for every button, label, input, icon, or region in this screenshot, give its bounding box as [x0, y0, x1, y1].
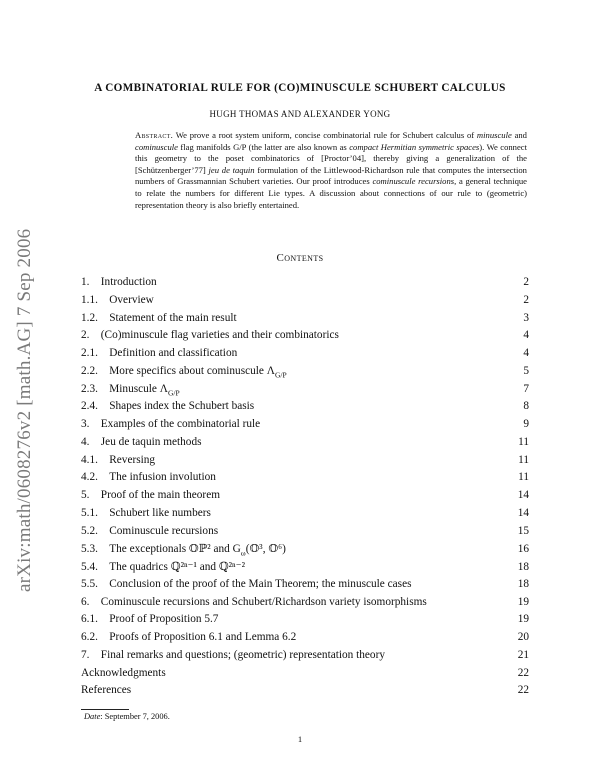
toc-entry-subscript: G/P [167, 387, 180, 397]
toc-entry-text: Statement of the main result [109, 311, 237, 324]
toc-entry-subscript: G/P [274, 370, 287, 379]
toc-entry-title [81, 542, 286, 557]
toc-entry-number: 4. [81, 435, 90, 448]
toc-entry-page: 19 [517, 613, 529, 626]
toc-entry-number: 2.3. [81, 382, 98, 395]
toc-entry-text: Proof of Proposition 5.7 [109, 613, 219, 626]
toc-entry-number: 5.4. [81, 561, 98, 573]
toc-entry-page: 21 [517, 648, 529, 661]
footnote-text: : September 7, 2006. [100, 712, 170, 721]
toc-entry-page: 7 [523, 382, 529, 395]
toc-entry-subscript: ω [240, 548, 246, 558]
toc-entry-page: 22 [517, 684, 529, 697]
toc-entry-text: The infusion involution [109, 471, 216, 484]
toc-entry-page: 15 [517, 524, 529, 537]
abstract-label: Abstract. [135, 130, 174, 140]
toc-entry-number: 2.4. [81, 400, 98, 413]
toc-entry-text: More specifics about cominuscule Λ [109, 364, 275, 377]
toc-entry-page: 22 [517, 666, 529, 679]
toc-entry-text: Reversing [109, 453, 156, 466]
toc-entry-title [81, 596, 427, 608]
abstract-emph-1: minuscule [476, 130, 512, 140]
abstract-text-1: We prove a root system uniform, concise combinatorial rule for Schubert calculus of [173, 130, 477, 140]
toc-entry-number: 1.2. [81, 311, 98, 324]
toc-entry-text: Schubert like numbers [109, 506, 211, 519]
toc-entry[interactable] [81, 454, 529, 472]
toc-entry-title [81, 578, 411, 590]
abstract-emph-3: compact Hermitian symmetric spaces [349, 141, 480, 152]
contents-heading: Contents [276, 252, 324, 264]
toc-entry-title [81, 347, 237, 359]
toc-entry-title [81, 276, 157, 288]
footnote-rule [81, 709, 129, 710]
toc-entry-page: 19 [517, 595, 529, 608]
abstract-text-2: and [511, 130, 527, 140]
toc-entry-page: 2 [523, 293, 529, 306]
toc-entry-title [81, 329, 339, 341]
toc-entry-number: 4.2. [81, 471, 98, 484]
toc-entry-title [81, 400, 254, 412]
toc-entry-page: 18 [517, 561, 529, 573]
toc-entry-title [81, 418, 260, 430]
toc-entry-title [81, 507, 211, 519]
toc-entry[interactable] [81, 578, 529, 596]
toc-entry[interactable] [81, 613, 529, 631]
toc-entry-page: 8 [523, 400, 529, 413]
toc-entry-number: 5.2. [81, 524, 98, 537]
toc-entry-number: 6.1. [81, 613, 98, 626]
toc-entry-page: 9 [523, 418, 529, 430]
toc-entry-tail: (𝕆³, 𝕆⁶) [245, 543, 286, 556]
toc-entry-page: 20 [517, 631, 529, 643]
toc-entry-number: 7. [81, 648, 90, 661]
toc-entry-title [81, 312, 237, 324]
toc-entry[interactable] [81, 312, 529, 330]
toc-entry[interactable] [81, 276, 529, 294]
toc-entry-number: 3. [81, 418, 90, 430]
toc-entry-page: 11 [518, 435, 529, 448]
toc-entry[interactable] [81, 596, 529, 614]
toc-entry-page: 16 [517, 543, 529, 556]
footnote-label: Date [84, 712, 101, 721]
toc-entry-number: 6. [81, 595, 90, 608]
toc-entry-number: 5.3. [81, 543, 98, 556]
toc-entry-title [81, 365, 287, 379]
toc-entry-text: Shapes index the Schubert basis [109, 400, 255, 413]
toc-entry-text: Jeu de taquin methods [100, 435, 202, 448]
toc-entry[interactable] [81, 365, 529, 383]
abstract [135, 130, 527, 211]
toc-entry-number: 2.1. [81, 347, 98, 359]
abstract-emph-5: cominuscule recursions [372, 176, 455, 187]
toc-entry-title [81, 649, 385, 661]
toc-entry[interactable] [81, 649, 529, 667]
toc-entry-page: 5 [523, 364, 529, 377]
toc-entry-number: 5.5. [81, 577, 98, 590]
paper-title: A COMBINATORIAL RULE FOR (CO)MINUSCULE SCHUBERT CALCULUS [94, 82, 506, 94]
toc-entry-text: The quadrics ℚ²ⁿ⁻¹ and ℚ²ⁿ⁻² [109, 561, 245, 573]
table-of-contents [81, 276, 529, 702]
toc-entry-title [81, 454, 155, 466]
toc-entry-text: Cominuscule recursions and Schubert/Richardson variety isomorphisms [100, 595, 427, 608]
toc-entry-text: Overview [109, 293, 154, 306]
toc-entry[interactable] [81, 507, 529, 525]
toc-entry-number: 4.1. [81, 453, 98, 466]
toc-entry-title [81, 684, 131, 696]
toc-entry[interactable] [81, 329, 529, 347]
toc-entry-title [81, 436, 202, 448]
toc-entry-text: Examples of the combinatorial rule [100, 418, 261, 430]
toc-entry-text: Cominuscule recursions [109, 524, 219, 537]
toc-entry-text: References [81, 684, 132, 697]
toc-entry[interactable] [81, 471, 529, 489]
toc-entry-title [81, 667, 166, 679]
toc-entry-text: Proofs of Proposition 6.1 and Lemma 6.2 [109, 631, 297, 643]
toc-entry-number: 6.2. [81, 631, 98, 643]
toc-entry-title [81, 631, 296, 643]
toc-entry[interactable] [81, 436, 529, 454]
toc-entry[interactable] [81, 383, 529, 401]
toc-entry-title [81, 294, 154, 306]
abstract-text-6: , a general technique to relate the numbers for different Lie types. A discussion about connections of our rule to (geometric) representation theory is also briefly entertained. [135, 176, 527, 210]
toc-entry[interactable] [81, 560, 529, 578]
toc-entry-page: 11 [518, 453, 529, 466]
toc-entry-page: 2 [523, 276, 529, 288]
toc-entry[interactable] [81, 631, 529, 649]
toc-entry[interactable] [81, 418, 529, 436]
abstract-text-3: flag manifolds G/P (the latter are also known as [177, 141, 350, 152]
toc-entry-title [81, 560, 245, 573]
toc-entry[interactable] [81, 347, 529, 365]
toc-entry[interactable] [81, 684, 529, 702]
toc-entry-page: 4 [523, 347, 529, 359]
page-number: 1 [297, 734, 303, 744]
toc-entry-text: Proof of the main theorem [100, 489, 220, 501]
toc-entry[interactable] [81, 525, 529, 543]
toc-entry-page: 14 [517, 489, 529, 501]
toc-entry-number: 1.1. [81, 293, 98, 306]
paper-authors: HUGH THOMAS AND ALEXANDER YONG [209, 109, 391, 119]
toc-entry-number: 5. [81, 489, 90, 501]
toc-entry-text: Introduction [100, 276, 157, 288]
toc-entry-text: Conclusion of the proof of the Main Theorem; the minuscule cases [109, 577, 412, 590]
footnote [84, 712, 170, 721]
toc-entry-text: Minuscule Λ [109, 382, 168, 395]
toc-entry-page: 4 [523, 329, 529, 342]
toc-entry[interactable] [81, 489, 529, 507]
toc-entry-text: (Co)minuscule flag varieties and their combinatorics [100, 329, 339, 342]
toc-entry-page: 14 [517, 506, 529, 519]
abstract-emph-4: jeu de taquin [208, 164, 255, 175]
toc-entry-number: 2.2. [81, 364, 98, 377]
toc-entry-number: 2. [81, 329, 90, 342]
toc-entry[interactable] [81, 542, 529, 560]
toc-entry-title [81, 489, 220, 501]
abstract-text-4: ). We connect this geometry to the poset combinatorics of [Proctor’04], thereby giving a generalization of the [Schützenberger’77] [135, 141, 527, 175]
toc-entry[interactable] [81, 667, 529, 685]
toc-entry-number: 1. [81, 276, 90, 288]
toc-entry-page: 3 [523, 311, 529, 324]
toc-entry-text: Final remarks and questions; (geometric) representation theory [100, 648, 385, 661]
arxiv-stamp: arXiv:math/0608276v2 [math.AG] 7 Sep 2006 [14, 228, 35, 592]
abstract-emph-2: cominuscule [135, 141, 178, 152]
toc-entry-page: 18 [517, 577, 529, 590]
toc-entry-text: The exceptionals 𝕆ℙ² and G [109, 543, 241, 556]
toc-entry-title [81, 383, 180, 397]
toc-entry[interactable] [81, 294, 529, 312]
toc-entry-number: 5.1. [81, 506, 98, 519]
toc-entry[interactable] [81, 400, 529, 418]
toc-entry-page: 11 [518, 471, 529, 484]
abstract-text-5: formulation of the Littlewood-Richardson rule that computes the intersection numbers of Grassmannian Schubert varieties. Our proof introduces [135, 164, 527, 187]
toc-entry-title [81, 525, 218, 537]
toc-entry-title [81, 613, 218, 625]
toc-entry-text: Definition and classification [109, 347, 238, 359]
toc-entry-text: Acknowledgments [81, 666, 166, 679]
toc-entry-title [81, 471, 216, 483]
